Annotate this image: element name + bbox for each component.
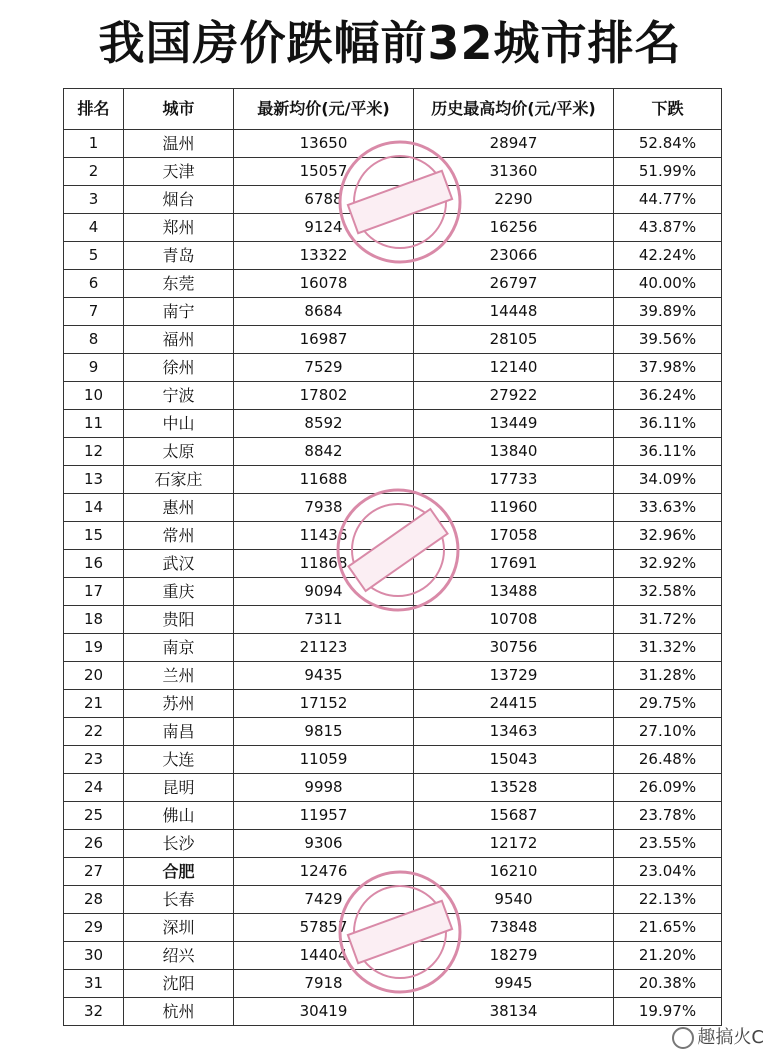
cell-decline: 32.58% — [614, 578, 722, 606]
cell-decline: 19.97% — [614, 998, 722, 1026]
cell-peak-price: 12140 — [414, 354, 614, 382]
cell-peak-price: 28947 — [414, 130, 614, 158]
table-row — [64, 466, 722, 494]
cell-city: 南京 — [124, 634, 234, 662]
cell-peak-price: 13840 — [414, 438, 614, 466]
cell-decline: 36.24% — [614, 382, 722, 410]
cell-peak-price: 13463 — [414, 718, 614, 746]
cell-peak-price: 18279 — [414, 942, 614, 970]
cell-latest-price: 16987 — [234, 326, 414, 354]
table-row — [64, 130, 722, 158]
cell-decline: 26.48% — [614, 746, 722, 774]
cell-peak-price: 9945 — [414, 970, 614, 998]
cell-rank: 29 — [64, 914, 124, 942]
cell-rank: 3 — [64, 186, 124, 214]
watermark — [672, 1023, 764, 1049]
cell-rank: 8 — [64, 326, 124, 354]
table-row — [64, 214, 722, 242]
cell-city: 重庆 — [124, 578, 234, 606]
cell-latest-price: 9998 — [234, 774, 414, 802]
cell-rank: 22 — [64, 718, 124, 746]
cell-city: 苏州 — [124, 690, 234, 718]
cell-rank: 10 — [64, 382, 124, 410]
cell-city: 东莞 — [124, 270, 234, 298]
table-row — [64, 746, 722, 774]
table-row — [64, 634, 722, 662]
cell-peak-price: 13488 — [414, 578, 614, 606]
cell-rank: 1 — [64, 130, 124, 158]
cell-latest-price: 9124 — [234, 214, 414, 242]
cell-peak-price: 38134 — [414, 998, 614, 1026]
header-decline: 下跌 — [614, 89, 722, 130]
table-row — [64, 242, 722, 270]
cell-rank: 16 — [64, 550, 124, 578]
cell-rank: 32 — [64, 998, 124, 1026]
cell-decline: 20.38% — [614, 970, 722, 998]
table-row — [64, 522, 722, 550]
cell-latest-price: 17802 — [234, 382, 414, 410]
cell-decline: 44.77% — [614, 186, 722, 214]
cell-decline: 40.00% — [614, 270, 722, 298]
cell-rank: 20 — [64, 662, 124, 690]
cell-latest-price: 30419 — [234, 998, 414, 1026]
cell-latest-price: 13322 — [234, 242, 414, 270]
cell-rank: 31 — [64, 970, 124, 998]
cell-city: 徐州 — [124, 354, 234, 382]
cell-peak-price: 2290 — [414, 186, 614, 214]
cell-latest-price: 11688 — [234, 466, 414, 494]
cell-rank: 6 — [64, 270, 124, 298]
cell-peak-price: 16256 — [414, 214, 614, 242]
cell-peak-price: 73848 — [414, 914, 614, 942]
cell-city: 合肥 — [124, 858, 234, 886]
header-peak-price: 历史最高均价(元/平米) — [414, 89, 614, 130]
cell-rank: 2 — [64, 158, 124, 186]
cell-peak-price: 11960 — [414, 494, 614, 522]
cell-city: 青岛 — [124, 242, 234, 270]
cell-peak-price: 27922 — [414, 382, 614, 410]
cell-decline: 21.65% — [614, 914, 722, 942]
cell-decline: 43.87% — [614, 214, 722, 242]
watermark-text: 趣搞火C — [697, 1027, 764, 1048]
cell-latest-price: 7938 — [234, 494, 414, 522]
table-row — [64, 914, 722, 942]
table-row — [64, 606, 722, 634]
cell-city: 南宁 — [124, 298, 234, 326]
cell-peak-price: 15687 — [414, 802, 614, 830]
cell-peak-price: 28105 — [414, 326, 614, 354]
cell-decline: 36.11% — [614, 410, 722, 438]
cell-city: 大连 — [124, 746, 234, 774]
table-row — [64, 494, 722, 522]
cell-decline: 22.13% — [614, 886, 722, 914]
table-row — [64, 438, 722, 466]
cell-rank: 5 — [64, 242, 124, 270]
cell-peak-price: 10708 — [414, 606, 614, 634]
cell-peak-price: 9540 — [414, 886, 614, 914]
cell-city: 兰州 — [124, 662, 234, 690]
cell-decline: 39.56% — [614, 326, 722, 354]
table-row — [64, 774, 722, 802]
cell-latest-price: 13650 — [234, 130, 414, 158]
cell-rank: 11 — [64, 410, 124, 438]
cell-decline: 39.89% — [614, 298, 722, 326]
cell-rank: 19 — [64, 634, 124, 662]
table-row — [64, 578, 722, 606]
cell-city: 温州 — [124, 130, 234, 158]
cell-rank: 9 — [64, 354, 124, 382]
cell-rank: 17 — [64, 578, 124, 606]
ranking-table — [63, 88, 722, 1026]
cell-latest-price: 7429 — [234, 886, 414, 914]
table-row — [64, 270, 722, 298]
cell-peak-price: 13449 — [414, 410, 614, 438]
header-latest-price: 最新均价(元/平米) — [234, 89, 414, 130]
cell-city: 长沙 — [124, 830, 234, 858]
cell-decline: 34.09% — [614, 466, 722, 494]
cell-rank: 15 — [64, 522, 124, 550]
table-row — [64, 858, 722, 886]
cell-decline: 31.32% — [614, 634, 722, 662]
cell-city: 绍兴 — [124, 942, 234, 970]
cell-decline: 32.92% — [614, 550, 722, 578]
cell-latest-price: 9435 — [234, 662, 414, 690]
cell-rank: 27 — [64, 858, 124, 886]
cell-peak-price: 14448 — [414, 298, 614, 326]
cell-city: 福州 — [124, 326, 234, 354]
table-row — [64, 802, 722, 830]
cell-rank: 25 — [64, 802, 124, 830]
cell-decline: 32.96% — [614, 522, 722, 550]
cell-city: 常州 — [124, 522, 234, 550]
cell-latest-price: 11059 — [234, 746, 414, 774]
cell-city: 中山 — [124, 410, 234, 438]
cell-latest-price: 14404 — [234, 942, 414, 970]
table-row — [64, 382, 722, 410]
cell-latest-price: 21123 — [234, 634, 414, 662]
table-row — [64, 830, 722, 858]
cell-peak-price: 17733 — [414, 466, 614, 494]
cell-peak-price: 30756 — [414, 634, 614, 662]
cell-city: 天津 — [124, 158, 234, 186]
cell-city: 宁波 — [124, 382, 234, 410]
cell-city: 石家庄 — [124, 466, 234, 494]
cell-decline: 37.98% — [614, 354, 722, 382]
cell-latest-price: 15057 — [234, 158, 414, 186]
cell-rank: 21 — [64, 690, 124, 718]
cell-peak-price: 15043 — [414, 746, 614, 774]
cell-latest-price: 8684 — [234, 298, 414, 326]
cell-city: 惠州 — [124, 494, 234, 522]
cell-city: 烟台 — [124, 186, 234, 214]
cell-city: 杭州 — [124, 998, 234, 1026]
table-header-row — [64, 89, 722, 130]
cell-rank: 26 — [64, 830, 124, 858]
table-row — [64, 718, 722, 746]
cell-decline: 42.24% — [614, 242, 722, 270]
cell-latest-price: 7918 — [234, 970, 414, 998]
cell-rank: 14 — [64, 494, 124, 522]
table-row — [64, 998, 722, 1026]
table-row — [64, 690, 722, 718]
table-row — [64, 158, 722, 186]
cell-latest-price: 6788 — [234, 186, 414, 214]
cell-city: 贵阳 — [124, 606, 234, 634]
cell-decline: 21.20% — [614, 942, 722, 970]
table-row — [64, 354, 722, 382]
cell-latest-price: 7529 — [234, 354, 414, 382]
cell-latest-price: 11957 — [234, 802, 414, 830]
cell-rank: 18 — [64, 606, 124, 634]
cell-city: 佛山 — [124, 802, 234, 830]
cell-latest-price: 17152 — [234, 690, 414, 718]
table-row — [64, 186, 722, 214]
cell-rank: 4 — [64, 214, 124, 242]
cell-peak-price: 31360 — [414, 158, 614, 186]
cell-latest-price: 9094 — [234, 578, 414, 606]
table-row — [64, 410, 722, 438]
cell-rank: 30 — [64, 942, 124, 970]
table-row — [64, 886, 722, 914]
cell-peak-price: 13528 — [414, 774, 614, 802]
table-row — [64, 550, 722, 578]
cell-decline: 27.10% — [614, 718, 722, 746]
cell-peak-price: 13729 — [414, 662, 614, 690]
table-row — [64, 326, 722, 354]
cell-peak-price: 26797 — [414, 270, 614, 298]
cell-rank: 12 — [64, 438, 124, 466]
cell-peak-price: 12172 — [414, 830, 614, 858]
cell-latest-price: 9815 — [234, 718, 414, 746]
cell-latest-price: 11436 — [234, 522, 414, 550]
cell-decline: 29.75% — [614, 690, 722, 718]
cell-decline: 33.63% — [614, 494, 722, 522]
cell-latest-price: 8592 — [234, 410, 414, 438]
table-row — [64, 662, 722, 690]
table-row — [64, 970, 722, 998]
cell-decline: 52.84% — [614, 130, 722, 158]
cell-city: 长春 — [124, 886, 234, 914]
cell-rank: 24 — [64, 774, 124, 802]
cell-decline: 23.78% — [614, 802, 722, 830]
cell-decline: 36.11% — [614, 438, 722, 466]
cell-decline: 31.28% — [614, 662, 722, 690]
cell-peak-price: 24415 — [414, 690, 614, 718]
watermark-icon — [672, 1027, 694, 1049]
cell-decline: 23.55% — [614, 830, 722, 858]
cell-peak-price: 17691 — [414, 550, 614, 578]
cell-city: 深圳 — [124, 914, 234, 942]
table-row — [64, 942, 722, 970]
cell-peak-price: 16210 — [414, 858, 614, 886]
cell-peak-price: 17058 — [414, 522, 614, 550]
cell-rank: 7 — [64, 298, 124, 326]
cell-city: 沈阳 — [124, 970, 234, 998]
cell-rank: 23 — [64, 746, 124, 774]
cell-rank: 28 — [64, 886, 124, 914]
cell-rank: 13 — [64, 466, 124, 494]
cell-latest-price: 8842 — [234, 438, 414, 466]
cell-city: 南昌 — [124, 718, 234, 746]
cell-decline: 31.72% — [614, 606, 722, 634]
cell-latest-price: 11868 — [234, 550, 414, 578]
cell-decline: 51.99% — [614, 158, 722, 186]
cell-city: 武汉 — [124, 550, 234, 578]
cell-latest-price: 7311 — [234, 606, 414, 634]
cell-latest-price: 16078 — [234, 270, 414, 298]
cell-decline: 23.04% — [614, 858, 722, 886]
cell-city: 太原 — [124, 438, 234, 466]
cell-peak-price: 23066 — [414, 242, 614, 270]
cell-latest-price: 12476 — [234, 858, 414, 886]
page-title: 我国房价跌幅前32城市排名 — [98, 16, 682, 70]
cell-latest-price: 9306 — [234, 830, 414, 858]
header-city: 城市 — [124, 89, 234, 130]
table-body — [64, 130, 722, 1026]
cell-latest-price: 57857 — [234, 914, 414, 942]
cell-city: 昆明 — [124, 774, 234, 802]
table-row — [64, 298, 722, 326]
cell-decline: 26.09% — [614, 774, 722, 802]
header-rank: 排名 — [64, 89, 124, 130]
cell-city: 郑州 — [124, 214, 234, 242]
